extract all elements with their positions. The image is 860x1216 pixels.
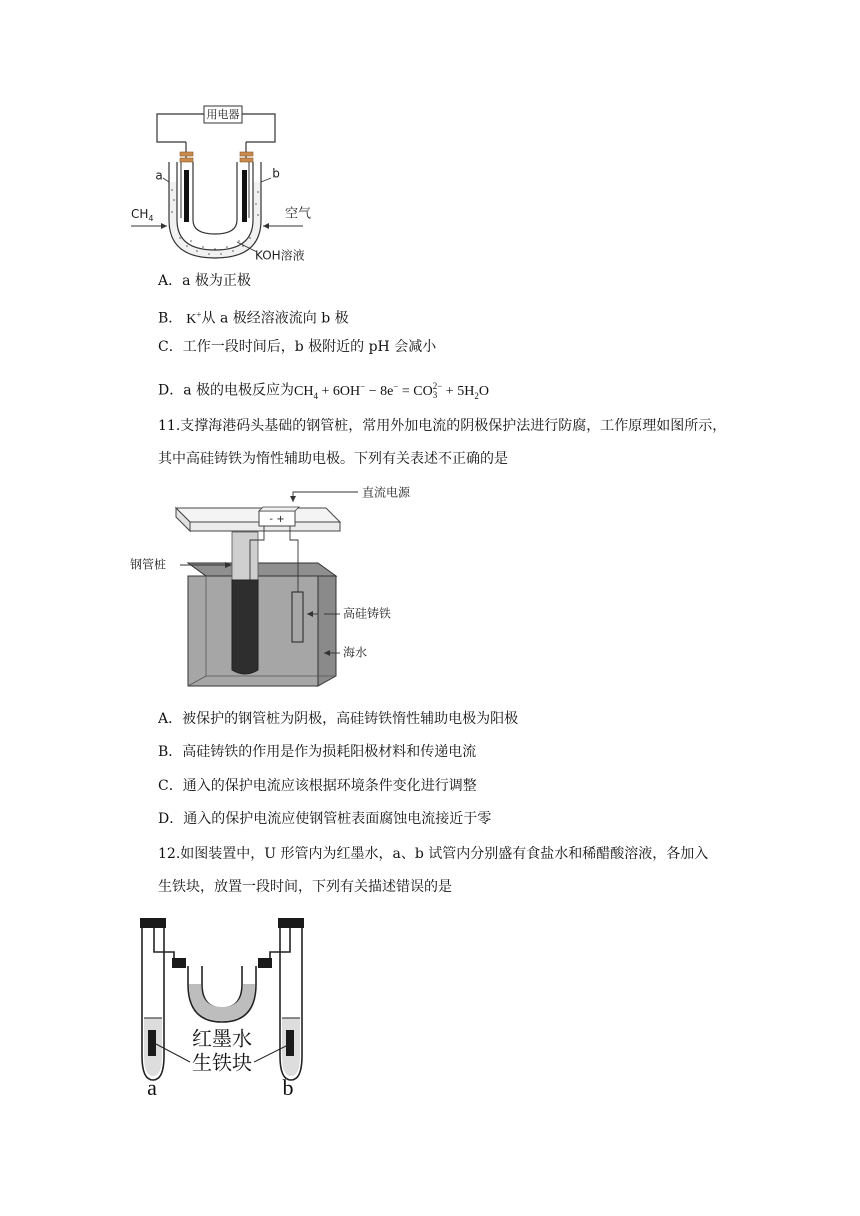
power-sign: - + (269, 514, 285, 525)
option-text: 通入的保护电流应该根据环境条件变化进行调整 (182, 778, 477, 794)
ion-symbol: K+ (186, 309, 202, 327)
q11-option-b (158, 742, 476, 762)
anode-label: 高硅铸铁 (343, 606, 392, 621)
option-text: 高硅铸铁的作用是作为损耗阳极材料和传递电流 (182, 744, 477, 760)
option-text: a 极为正极 (182, 273, 251, 289)
solution-label: KOH溶液 (255, 248, 305, 263)
q12-stem (158, 838, 748, 904)
electrode-equation: $CH_4 + 6OH^- - 8e^-$ = CO 2− 3 + $5H_2O$ (294, 381, 489, 401)
q10-option-a (158, 271, 251, 291)
option-letter: A． (158, 273, 183, 289)
fuel-cell-diagram (125, 100, 335, 270)
option-letter: C． (158, 778, 183, 794)
gas-left-label: $CH_4$ (131, 206, 154, 223)
option-letter: D． (158, 811, 184, 827)
option-letter: B． (158, 744, 183, 760)
option-letter: C． (158, 339, 183, 355)
q10-option-c (158, 337, 436, 357)
u-tube-corrosion-diagram (128, 910, 328, 1110)
option-letter: D． (158, 382, 184, 399)
tube-a-label: a (147, 1075, 157, 1101)
device-label: 用电器 (206, 108, 240, 121)
option-letter: A． (158, 711, 183, 727)
option-text: 工作一段时间后，b 极附近的 pH 会减小 (182, 339, 437, 355)
q10-option-b (158, 304, 349, 330)
question-number: 11. (158, 418, 181, 434)
option-text: 被保护的钢管桩为阴极，高硅铸铁惰性辅助电极为阳极 (182, 711, 519, 727)
q11-option-d (158, 809, 491, 829)
q11-option-a (158, 709, 518, 729)
option-text: a 极的电极反应为 (183, 382, 295, 399)
q11-stem-line1: 11.支撑海港码头基础的钢管桩，常用外加电流的阴极保护法进行防腐，工作原理如图所示， (158, 418, 727, 434)
q10-option-d (158, 376, 489, 405)
question-number: 12. (158, 846, 181, 862)
q12-stem-line2: 生铁块，放置一段时间，下列有关描述错误的是 (158, 879, 452, 895)
power-label: 直流电源 (362, 485, 411, 500)
option-text: 通入的保护电流应使钢管桩表面腐蚀电流接近于零 (183, 811, 492, 827)
iron-label: 生铁块 (192, 1050, 252, 1075)
option-text: 从 a 极经溶液流向 b 极 (201, 310, 349, 327)
electrode-a-label: a (155, 168, 163, 183)
option-letter: B． (158, 310, 183, 327)
electrode-b-label: b (272, 166, 280, 181)
gas-right-label: 空气 (285, 206, 312, 222)
q11-stem (158, 410, 748, 476)
water-label: 海水 (343, 645, 368, 660)
pile-label: 钢管桩 (130, 557, 167, 572)
cathodic-protection-diagram (128, 480, 428, 700)
q11-option-c (158, 776, 477, 796)
ink-label: 红墨水 (192, 1026, 252, 1051)
tube-b-label: b (282, 1075, 294, 1101)
q12-stem-line1: 12.如图装置中，U 形管内为红墨水，a、b 试管内分别盛有食盐水和稀醋酸溶液，各加入 (158, 846, 709, 862)
q11-stem-line2: 其中高硅铸铁为惰性辅助电极。下列有关表述不正确的是 (158, 451, 508, 467)
